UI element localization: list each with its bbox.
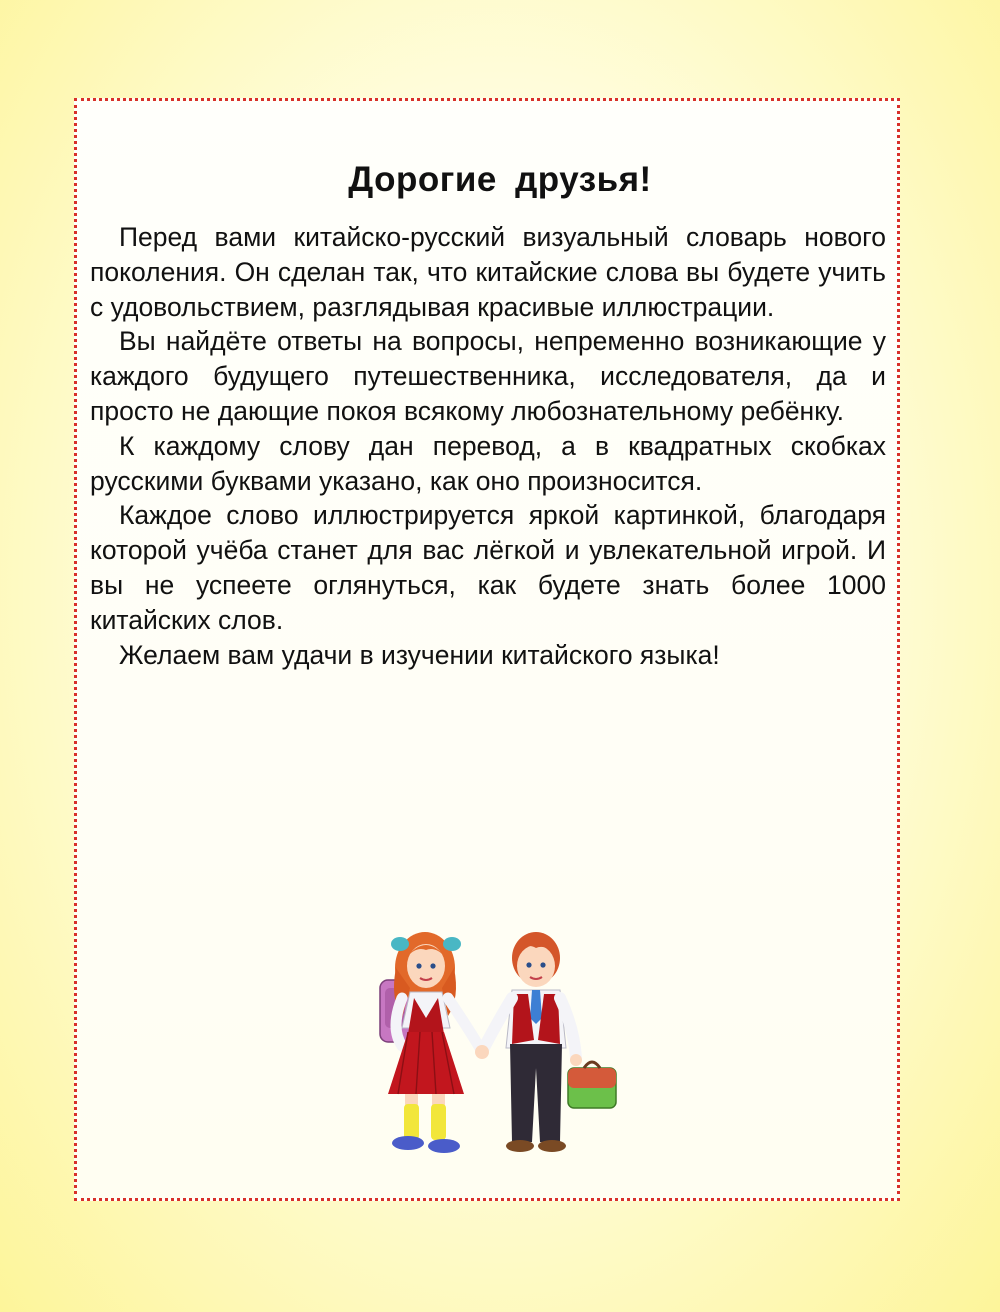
page-title: Дорогие друзья! <box>348 160 652 199</box>
paragraph-translation: К каждому слову дан перевод, а в квадратных скобках русскими буквами указано, как оно произносится. <box>90 430 886 496</box>
girl-figure <box>380 932 480 1153</box>
intro-text <box>90 220 886 672</box>
paragraph-intro: Перед вами китайско-русский визуальный словарь нового поколения. Он сделан так, что китайские слова вы будете учить с удовольствием, разглядывая красивые иллюстрации. <box>90 222 886 322</box>
paragraph-wishes: Желаем вам удачи в изучении китайского языка! <box>119 639 720 670</box>
schoolchildren-illustration <box>372 928 628 1168</box>
paragraph-pictures: Каждое слово иллюстрируется яркой картинкой, благодаря которой учёба станет для вас лёгкой и увлекательной игрой. И вы не успеете оглянуться, как будете знать более 1000 китайских слов. <box>90 500 886 635</box>
boy-figure <box>475 932 616 1152</box>
paragraph-answers: Вы найдёте ответы на вопросы, непременно возникающие у каждого будущего путешественника, исследователя, да и просто не дающие покоя всякому любознательному ребёнку. <box>90 326 886 426</box>
